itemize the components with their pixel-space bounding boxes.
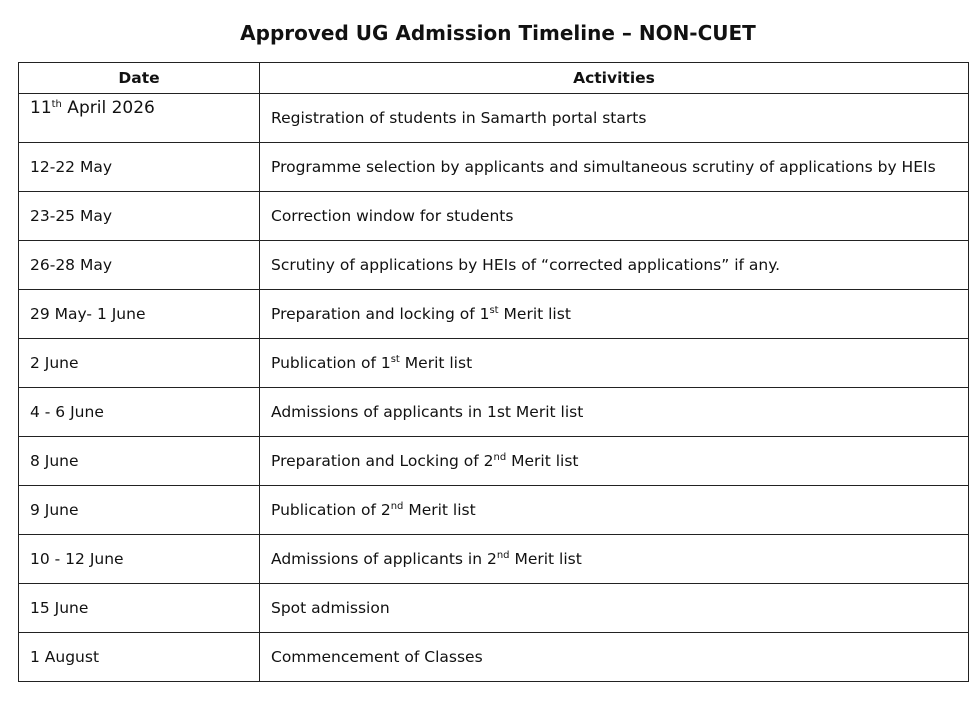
table-row (19, 437, 969, 486)
date-cell (19, 241, 260, 290)
activity-text-pre: Spot admission (271, 599, 390, 617)
date-cell (19, 94, 260, 143)
date-text (30, 452, 79, 470)
date-cell (19, 388, 260, 437)
table-row (19, 143, 969, 192)
activity-text (271, 256, 780, 274)
activity-ordinal-suffix: nd (390, 501, 404, 512)
date-text-pre: 23-25 May (30, 207, 113, 225)
table-row (19, 241, 969, 290)
activity-text-pre: Commencement of Classes (271, 648, 483, 666)
activity-text-post: Merit list (509, 550, 582, 568)
date-cell (19, 437, 260, 486)
activity-text-pre: Correction window for students (271, 207, 514, 225)
activity-text-pre: Admissions of applicants in 2 (271, 550, 497, 568)
table-row (19, 535, 969, 584)
date-text (30, 207, 112, 225)
admission-timeline-table (18, 62, 969, 682)
date-text (30, 305, 146, 323)
date-text (30, 354, 79, 372)
date-text (30, 599, 88, 617)
date-text-pre: 2 June (30, 354, 79, 372)
activity-ordinal-suffix: st (489, 305, 499, 316)
date-text-pre: 11 (30, 98, 52, 118)
date-text (30, 403, 104, 421)
date-ordinal-suffix: th (51, 99, 62, 110)
activity-text-pre: Publication of 2 (271, 501, 391, 519)
page-title: Approved UG Admission Timeline – NON-CUET (240, 21, 756, 45)
table-row (19, 486, 969, 535)
date-cell (19, 290, 260, 339)
table-row (19, 94, 969, 143)
date-cell (19, 535, 260, 584)
date-text-pre: 4 - 6 June (30, 403, 104, 421)
activity-cell (260, 94, 969, 143)
table-row (19, 192, 969, 241)
date-text-pre: 15 June (30, 599, 89, 617)
date-text (30, 256, 112, 274)
activity-cell (260, 584, 969, 633)
activity-cell (260, 339, 969, 388)
column-header-activities: Activities (260, 63, 969, 94)
date-cell (19, 633, 260, 682)
table-header-row (19, 63, 969, 94)
date-text-pre: 12-22 May (30, 158, 113, 176)
activity-text (271, 501, 476, 519)
table-row (19, 584, 969, 633)
activity-cell (260, 192, 969, 241)
table-row (19, 633, 969, 682)
activity-cell (260, 143, 969, 192)
date-text-post: April 2026 (61, 98, 155, 118)
date-text (30, 648, 99, 666)
activity-cell (260, 241, 969, 290)
activity-text (271, 403, 583, 421)
activity-text-pre: Publication of 1 (271, 354, 391, 372)
date-text-pre: 8 June (30, 452, 79, 470)
activity-text (271, 452, 579, 470)
date-text (30, 158, 112, 176)
activity-text-pre: Scrutiny of applications by HEIs of “corrected applications” if any. (271, 256, 781, 274)
date-cell (19, 486, 260, 535)
activity-text (271, 648, 483, 666)
activity-text-post: Merit list (498, 305, 571, 323)
activity-text (271, 550, 582, 568)
activity-text-pre: Admissions of applicants in 1st Merit list (271, 403, 584, 421)
table-row (19, 290, 969, 339)
activity-text (271, 158, 936, 176)
date-text-pre: 29 May- 1 June (30, 305, 146, 323)
activity-text-post: Merit list (506, 452, 579, 470)
date-cell (19, 192, 260, 241)
activity-text-pre: Preparation and Locking of 2 (271, 452, 494, 470)
activity-cell (260, 437, 969, 486)
date-text-pre: 9 June (30, 501, 79, 519)
activity-text-post: Merit list (399, 354, 473, 372)
activity-ordinal-suffix: nd (496, 550, 510, 561)
activity-text (271, 305, 571, 323)
date-text-pre: 10 - 12 June (30, 550, 124, 568)
activity-cell (260, 290, 969, 339)
table-row (19, 339, 969, 388)
activity-text (271, 599, 390, 617)
activity-text (271, 109, 646, 127)
activity-cell (260, 633, 969, 682)
activity-text-post: Merit list (403, 501, 476, 519)
date-text-pre: 26-28 May (30, 256, 113, 274)
activity-text-pre: Programme selection by applicants and simultaneous scrutiny of applications by HEIs (271, 158, 936, 176)
table-row (19, 388, 969, 437)
activity-ordinal-suffix: nd (493, 452, 507, 463)
date-cell (19, 143, 260, 192)
activity-cell (260, 486, 969, 535)
activity-text-pre: Preparation and locking of 1 (271, 305, 490, 323)
date-text (30, 100, 155, 117)
date-text-pre: 1 August (30, 648, 100, 666)
activity-cell (260, 535, 969, 584)
table-body (19, 94, 969, 682)
column-header-date: Date (19, 63, 260, 94)
activity-text (271, 354, 472, 372)
date-text (30, 501, 79, 519)
activity-text-pre: Registration of students in Samarth portal starts (271, 109, 647, 127)
activity-ordinal-suffix: st (390, 354, 400, 365)
date-cell (19, 584, 260, 633)
activity-cell (260, 388, 969, 437)
date-text (30, 550, 124, 568)
date-cell (19, 339, 260, 388)
activity-text (271, 207, 513, 225)
